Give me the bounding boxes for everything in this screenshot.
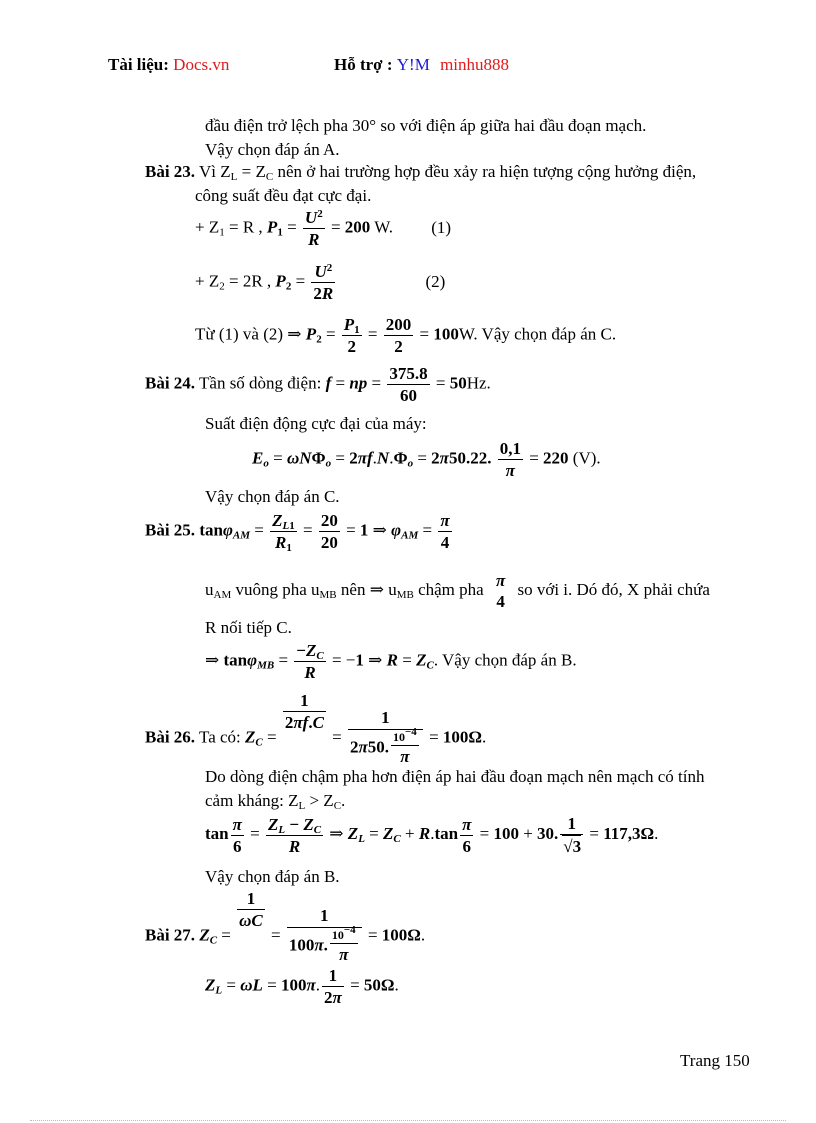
text-line: R nối tiếp C.: [205, 618, 292, 637]
text: W. Vậy chọn đáp án C.: [458, 324, 617, 344]
exercise-label: Bài 27.: [145, 925, 196, 945]
header-support-label: Hỗ trợ :: [334, 55, 393, 74]
header-docs: [108, 55, 229, 75]
exercise-label: Bài 23.: [145, 162, 196, 181]
bai26-line3: cảm kháng: $Z_L > Z_C$.: [205, 791, 346, 812]
text: nên ⇒ u: [336, 580, 397, 600]
header-support: [334, 55, 509, 75]
text: = Z: [237, 162, 266, 181]
text: cảm kháng: Z: [205, 791, 299, 810]
equation-27b: $Z_L = \omega L = 100\pi$. $\frac{1}{2\pi}$ = 50Ω.: [205, 966, 399, 1008]
text: Từ (1) và (2) ⇒: [195, 324, 302, 344]
text: Vì Z: [199, 162, 231, 181]
text: nên ở hai trường hợp đều xảy ra hiện tượng cộng hưởng điện,: [273, 162, 697, 181]
header-nick[interactable]: minhu888: [440, 55, 510, 74]
text: Hz.: [466, 373, 491, 393]
text: . Vậy chọn đáp án B.: [433, 650, 577, 670]
header-site-link[interactable]: Docs.vn: [173, 55, 230, 74]
equation-emf: $E_o = \omega N\Phi_o = 2\pi f.N.\Phi_o = 2\pi 50.22$. $\frac{0,1}{\pi}$ = 220 (V).: [252, 439, 601, 481]
exercise-label: Bài 26.: [145, 727, 196, 747]
exercise-label: Bài 25.: [145, 520, 196, 540]
header-ym: Y!M: [396, 55, 430, 74]
text: so với i. Dó đó, X phải chứa: [517, 580, 710, 600]
bai26-line1: Bài 26. Ta có: $Z_C$ = $\frac{1}{2\pi f.C}$ = 1 2π50. $\frac{10^{-4}}{\pi}$ = 100Ω.: [145, 691, 487, 766]
text: Ta có:: [199, 727, 241, 747]
eq-number: (2): [425, 271, 446, 291]
bai25-line1: Bài 25. tanφ$_{AM}$ = $\frac{Z_{L1}}{R_1}$ = $\frac{20}{20}$ = 1 ⇒ $\varphi_{AM}$ = $\frac{\pi}{4}$: [145, 511, 450, 555]
text-line: Suất điện động cực đại của máy:: [205, 414, 427, 433]
eq-number: (1): [431, 217, 452, 237]
exercise-label: Bài 24.: [145, 373, 196, 393]
text-line: Vậy chọn đáp án A.: [205, 140, 340, 159]
text-line: đầu điện trở lệch pha 30° so với điện áp giữa hai đầu đoạn mạch.: [205, 116, 647, 135]
text: Tần số dòng điện:: [199, 373, 322, 393]
header-label: Tài liệu:: [108, 55, 169, 74]
text-line: Do dòng điện chậm pha hơn điện áp hai đầu đoạn mạch nên mạch có tính: [205, 767, 705, 786]
page-number: Trang 150: [680, 1051, 750, 1070]
bai24-line1: Bài 24. Tần số dòng điện: f = np = $\frac{375.8}{60}$ = 50Hz.: [145, 364, 491, 406]
equation-25b: ⇒ tanφ$_{MB}$ = $\frac{-Z_C}{R}$ = −1 ⇒ $R = Z_C$. Vậy chọn đáp án B.: [205, 641, 577, 683]
footer-divider: [30, 1120, 786, 1121]
bai23-line1: Bài 23. Vì $Z_L = Z_C$ nên ở hai trường hợp đều xảy ra hiện tượng cộng hưởng điện,: [145, 162, 697, 183]
bai25-line2: $u_{AM}$ vuông pha $u_{MB}$ nên ⇒ $u_{MB}$ chậm pha π 4 so với i. Dó đó, X phải chứa: [205, 571, 710, 612]
bai27-line1: Bài 27. $Z_C$ = $\frac{1}{\omega C}$ = 1 100π. $\frac{10^{-4}}{\pi}$ = 100Ω.: [145, 889, 426, 964]
text: u: [205, 580, 214, 600]
text-line: công suất đều đạt cực đại.: [195, 186, 372, 205]
text: chậm pha: [413, 580, 484, 600]
equation-result-23: Từ (1) và (2) ⇒ $P_2$ = $\frac{P_1}{2}$ = $\frac{200}{2}$ = 100W. Vậy chọn đáp án C.: [195, 315, 617, 357]
text-line: Vậy chọn đáp án B.: [205, 867, 340, 886]
equation-26b: tan $\frac{\pi}{6}$ = $\frac{Z_L - Z_C}{R}$ ⇒ $Z_L = Z_C + R.\tan$ $\frac{\pi}{6}$ = 100 + 30. $\frac{1}{√3}$ = 117,3Ω.: [205, 814, 659, 857]
equation-p2: + $Z_2 = 2R$ , $P_2$ = $\frac{U^2}{2R}$ (2): [195, 262, 446, 304]
text: vuông pha u: [231, 580, 320, 600]
text-line: Vậy chọn đáp án C.: [205, 487, 340, 506]
equation-p1: + $Z_1 = R$ , $P_1$ = $\frac{U^2}{R}$ = 200 W. (1): [195, 208, 452, 250]
